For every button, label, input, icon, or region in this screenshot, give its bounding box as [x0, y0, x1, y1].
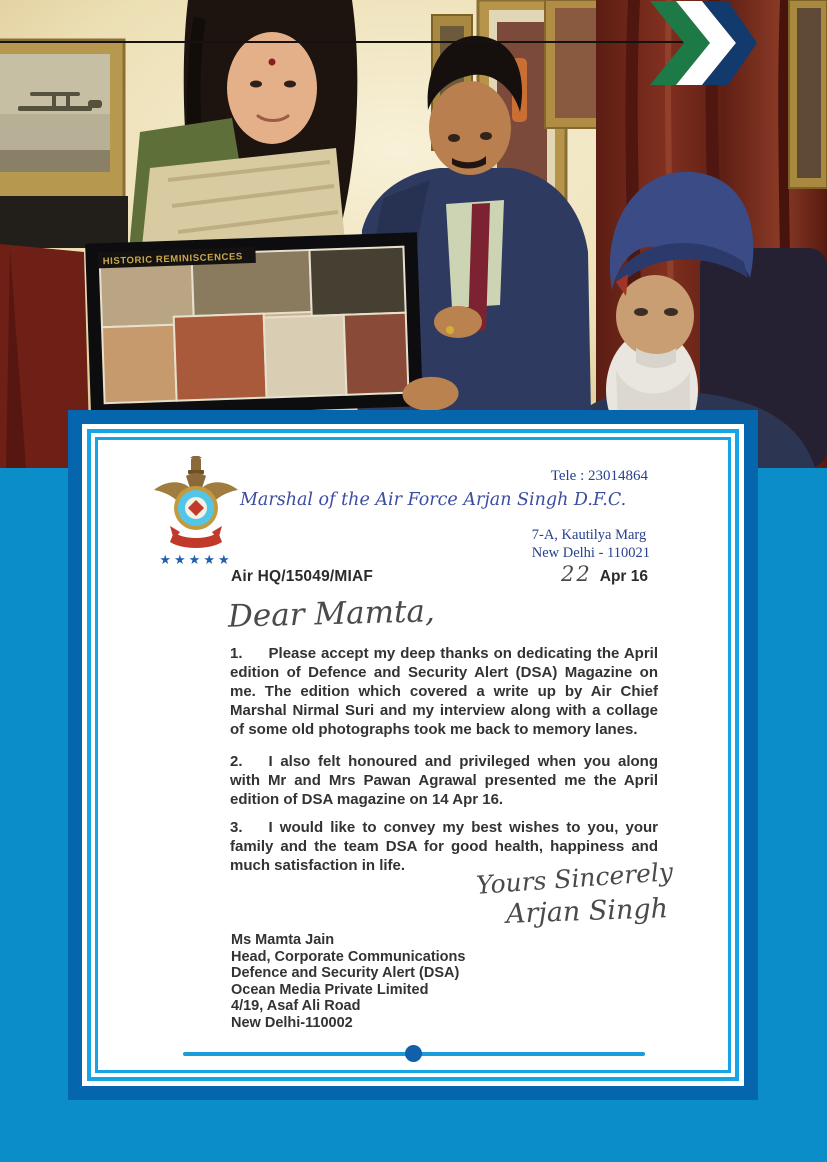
card-white-margin	[82, 424, 744, 1086]
paragraph-number: 2.	[230, 753, 243, 770]
paragraph-text: I would like to convey my best wishes to you, your family and the team DSA for good health, happiness and much satisfaction in life.	[230, 819, 658, 874]
footer-rule-dot	[405, 1045, 422, 1062]
recipient-line: Ocean Media Private Limited	[231, 981, 429, 998]
date-handwritten: 22	[561, 562, 592, 586]
collage-frame	[85, 231, 459, 423]
ashoka-capital	[188, 456, 204, 474]
paragraph-text: I also felt honoured and privileged when you along with Mr and Mrs Pawan Agrawal presented me the April edition of DSA magazine on 14 Apr 16.	[230, 753, 658, 808]
face-elder	[616, 275, 694, 357]
address-line: 7-A, Kautilya Marg	[531, 527, 647, 543]
recipient-line: Defence and Security Alert (DSA)	[231, 965, 460, 981]
reference-number: Air HQ/15049/MIAF	[231, 568, 374, 585]
top-rule	[0, 41, 684, 43]
bindi	[269, 59, 276, 66]
paragraph-2	[230, 752, 658, 809]
gold-ring	[446, 326, 454, 334]
chevron-logo-icon	[650, 0, 760, 86]
card-outer-stripe	[87, 429, 739, 1081]
signature: Arjan Singh	[505, 893, 669, 930]
letterhead-title: Marshal of the Air Force Arjan Singh D.F.C.	[240, 490, 627, 510]
address-line: New Delhi - 110021	[531, 545, 650, 561]
recipient-line: Head, Corporate Communications	[231, 948, 466, 965]
paragraph-number: 3.	[230, 819, 243, 836]
recipient-line: New Delhi-110002	[231, 1014, 353, 1031]
letter-card	[68, 410, 758, 1100]
date-printed: Apr 16	[599, 568, 648, 585]
telephone-number: Tele : 23014864	[550, 468, 648, 484]
face-woman	[227, 32, 317, 144]
paragraph-text: Please accept my deep thanks on dedicating the April edition of Defence and Security Alert (DSA) Magazine on me. The edition which covered a write up by Air Chief Marshal Nirmal Suri and my interview along with a collage of some old photographs took me back to memory lanes.	[230, 645, 658, 738]
card-inner-stripe	[95, 437, 731, 1073]
letter-paper	[98, 440, 728, 1070]
biplane-painting	[0, 40, 124, 198]
collage-caption: HISTORIC REMINISCENCES	[102, 251, 244, 268]
paragraph-number: 1.	[230, 645, 243, 662]
shelf	[0, 196, 128, 248]
date-row	[561, 562, 648, 586]
recipient-line: Ms Mamta Jain	[231, 932, 335, 948]
letterhead-address	[532, 526, 650, 562]
paragraph-1	[230, 644, 658, 739]
recipient-block	[231, 932, 465, 1031]
closing: Yours Sincerely	[475, 857, 674, 900]
gold-frame-corner	[789, 0, 827, 188]
salutation: Dear Mamta,	[227, 593, 436, 635]
face-man	[429, 81, 511, 175]
air-force-crest-icon	[150, 456, 242, 552]
pointing-hand	[434, 306, 482, 338]
recipient-line: 4/19, Asaf Ali Road	[231, 998, 361, 1014]
five-stars: ★★★★★	[159, 552, 233, 567]
